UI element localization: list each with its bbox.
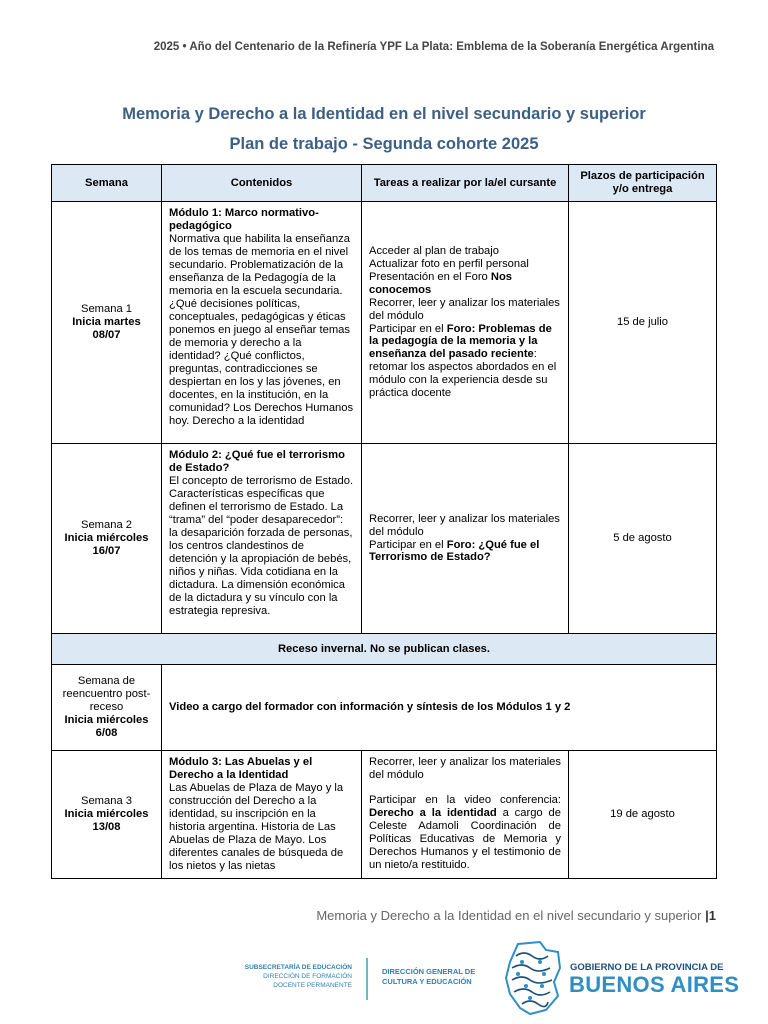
tasks-cell <box>362 751 569 879</box>
deadline-cell: 5 de agosto <box>569 444 717 634</box>
table-row <box>52 444 717 634</box>
task-text: Participar en el <box>369 538 447 551</box>
recess-note: Receso invernal. No se publican clases. <box>52 634 717 665</box>
tasks-cell <box>362 444 569 634</box>
task-item: Recorrer, leer y analizar los materiales del módulo <box>369 512 560 538</box>
week-cell <box>52 751 162 879</box>
task-text-bold: Nos conocemos <box>369 270 513 296</box>
tasks-cell <box>362 202 569 444</box>
logo-text: SUBSECRETARÍA DE EDUCACIÓN <box>244 964 352 971</box>
task-text-bold: Derecho a la identidad <box>369 807 497 820</box>
header-tasks: Tareas a realizar por la/el cursante <box>362 165 569 202</box>
week-cell <box>52 202 162 444</box>
week-label: Semana 2 <box>81 519 132 532</box>
table-row <box>52 202 717 444</box>
recess-row <box>52 634 717 665</box>
deadline-cell: 15 de julio <box>569 202 717 444</box>
task-item: Recorrer, leer y analizar los materiales del módulo <box>369 296 560 322</box>
task-text: Presentación en el Foro <box>369 270 491 283</box>
week-cell <box>52 444 162 634</box>
task-text: Participar en la video conferencia: <box>369 794 561 807</box>
header-week: Semana <box>52 165 162 202</box>
document-title: Memoria y Derecho a la Identidad en el nivel secundario y superior <box>122 105 646 123</box>
module-title: Módulo 1: Marco normativo-pedagógico <box>169 207 319 232</box>
module-body: El concepto de terrorismo de Estado. Características específicas que definen el terrorismo de Estado. La “trama” del “poder desaparecedor”: la desaparición forzada de personas, los centros clandestinos de detención y la apropiación de bebés, niños y niñas. Vida cotidiana en la dictadura. La dimensión económica de la dictadura y su vínculo con la estrategia represiva. <box>169 474 354 617</box>
contents-cell <box>162 751 362 879</box>
task-item <box>369 539 561 565</box>
week-start: Inicia miércoles 13/08 <box>64 807 149 833</box>
task-item <box>369 323 561 401</box>
video-summary-cell: Video a cargo del formador con información y síntesis de los Módulos 1 y 2 <box>162 665 717 751</box>
contents-cell <box>162 444 362 634</box>
week-label: Semana de reencuentro post-receso <box>62 675 151 713</box>
top-banner: 2025 • Año del Centenario de la Refinería YPF La Plata: Emblema de la Soberanía Energética Argentina <box>153 41 714 53</box>
table-header-row <box>52 165 717 202</box>
logo-text: DIRECCIÓN GENERAL DE <box>382 967 476 976</box>
logo-divider <box>366 958 368 1000</box>
document-subtitle: Plan de trabajo - Segunda cohorte 2025 <box>229 135 539 153</box>
week-start: Inicia martes 08/07 <box>72 316 141 341</box>
task-item <box>369 794 561 872</box>
government-logo-line2: BUENOS AIRES <box>569 972 740 997</box>
task-text: Participar en el <box>369 322 447 335</box>
module-body: Normativa que habilita la enseñanza de los temas de memoria en el nivel secundario. Problematización de la enseñanza de la Pedagogía de la memoria en la escuela secundaria. ¿Qué decisiones políticas, conceptuales, pedagógicas y éticas ponemos en juego al enseñar temas de memoria y derecho a la identidad? ¿Qué conflictos, preguntas, contradicciones se despiertan en los y las jóvenes, en docentes, en la institución, en la comunidad? Los Derechos Humanos hoy. Derecho a la identidad <box>169 232 354 427</box>
header-contents: Contenidos <box>162 165 362 202</box>
module-body: Las Abuelas de Plaza de Mayo y la construcción del Derecho a la identidad, su inscripción en la historia argentina. Historia de Las Abuelas de Plaza de Mayo. Los diferentes canales de búsqueda de los nietos y las nietas <box>169 781 344 872</box>
work-plan-table <box>51 164 717 879</box>
direccion-general-logo <box>382 967 475 987</box>
table-row <box>52 665 717 751</box>
spacer <box>369 782 561 794</box>
contents-cell <box>162 202 362 444</box>
module-title: Módulo 2: ¿Qué fue el terrorismo de Estado? <box>169 449 345 474</box>
table-row <box>52 751 717 879</box>
week-start: Inicia miércoles 6/08 <box>64 713 149 739</box>
task-item: Recorrer, leer y analizar los materiales del módulo <box>369 756 561 782</box>
task-item <box>369 271 561 297</box>
week-start: Inicia miércoles 16/07 <box>64 532 149 557</box>
task-text-bold: Foro: ¿Qué fue el Terrorismo de Estado? <box>369 538 540 564</box>
footer-separator: | <box>705 908 709 923</box>
week-label: Semana 1 <box>81 303 132 316</box>
footer-doc-title: Memoria y Derecho a la Identidad en el nivel secundario y superior <box>316 908 702 923</box>
deadline-cell: 19 de agosto <box>569 751 717 879</box>
task-item: Acceder al plan de trabajo <box>369 244 499 257</box>
task-text-bold: Foro: Problemas de la pedagogía de la memoria y la enseñanza del pasado reciente <box>369 322 552 361</box>
task-text: : retomar los aspectos abordados en el módulo con la experiencia desde su práctica docente <box>369 348 557 400</box>
week-cell <box>52 665 162 751</box>
module-title: Módulo 3: Las Abuelas y el Derecho a la Identidad <box>169 756 313 781</box>
page-number: 1 <box>708 908 716 923</box>
week-label: Semana 3 <box>81 794 132 807</box>
logo-text: DOCENTE PERMANENTE <box>273 981 352 989</box>
government-logo-line1: GOBIERNO DE LA PROVINCIA DE <box>570 962 724 973</box>
task-text: a cargo de Celeste Adamoli Coordinación de Políticas Educativas de Memoria y Derechos Humanos y el testimonio de un nieto/a restituido. <box>369 807 561 872</box>
logo-text: DIRECCIÓN DE FORMACIÓN <box>263 972 352 980</box>
subsecretaria-logo <box>228 964 352 990</box>
header-deadlines: Plazos de participación y/o entrega <box>569 165 717 202</box>
page-footer <box>316 908 716 923</box>
logo-text: CULTURA Y EDUCACIÓN <box>382 976 472 986</box>
task-item: Actualizar foto en perfil personal <box>369 257 529 270</box>
province-map-emblem-icon <box>500 938 564 1018</box>
